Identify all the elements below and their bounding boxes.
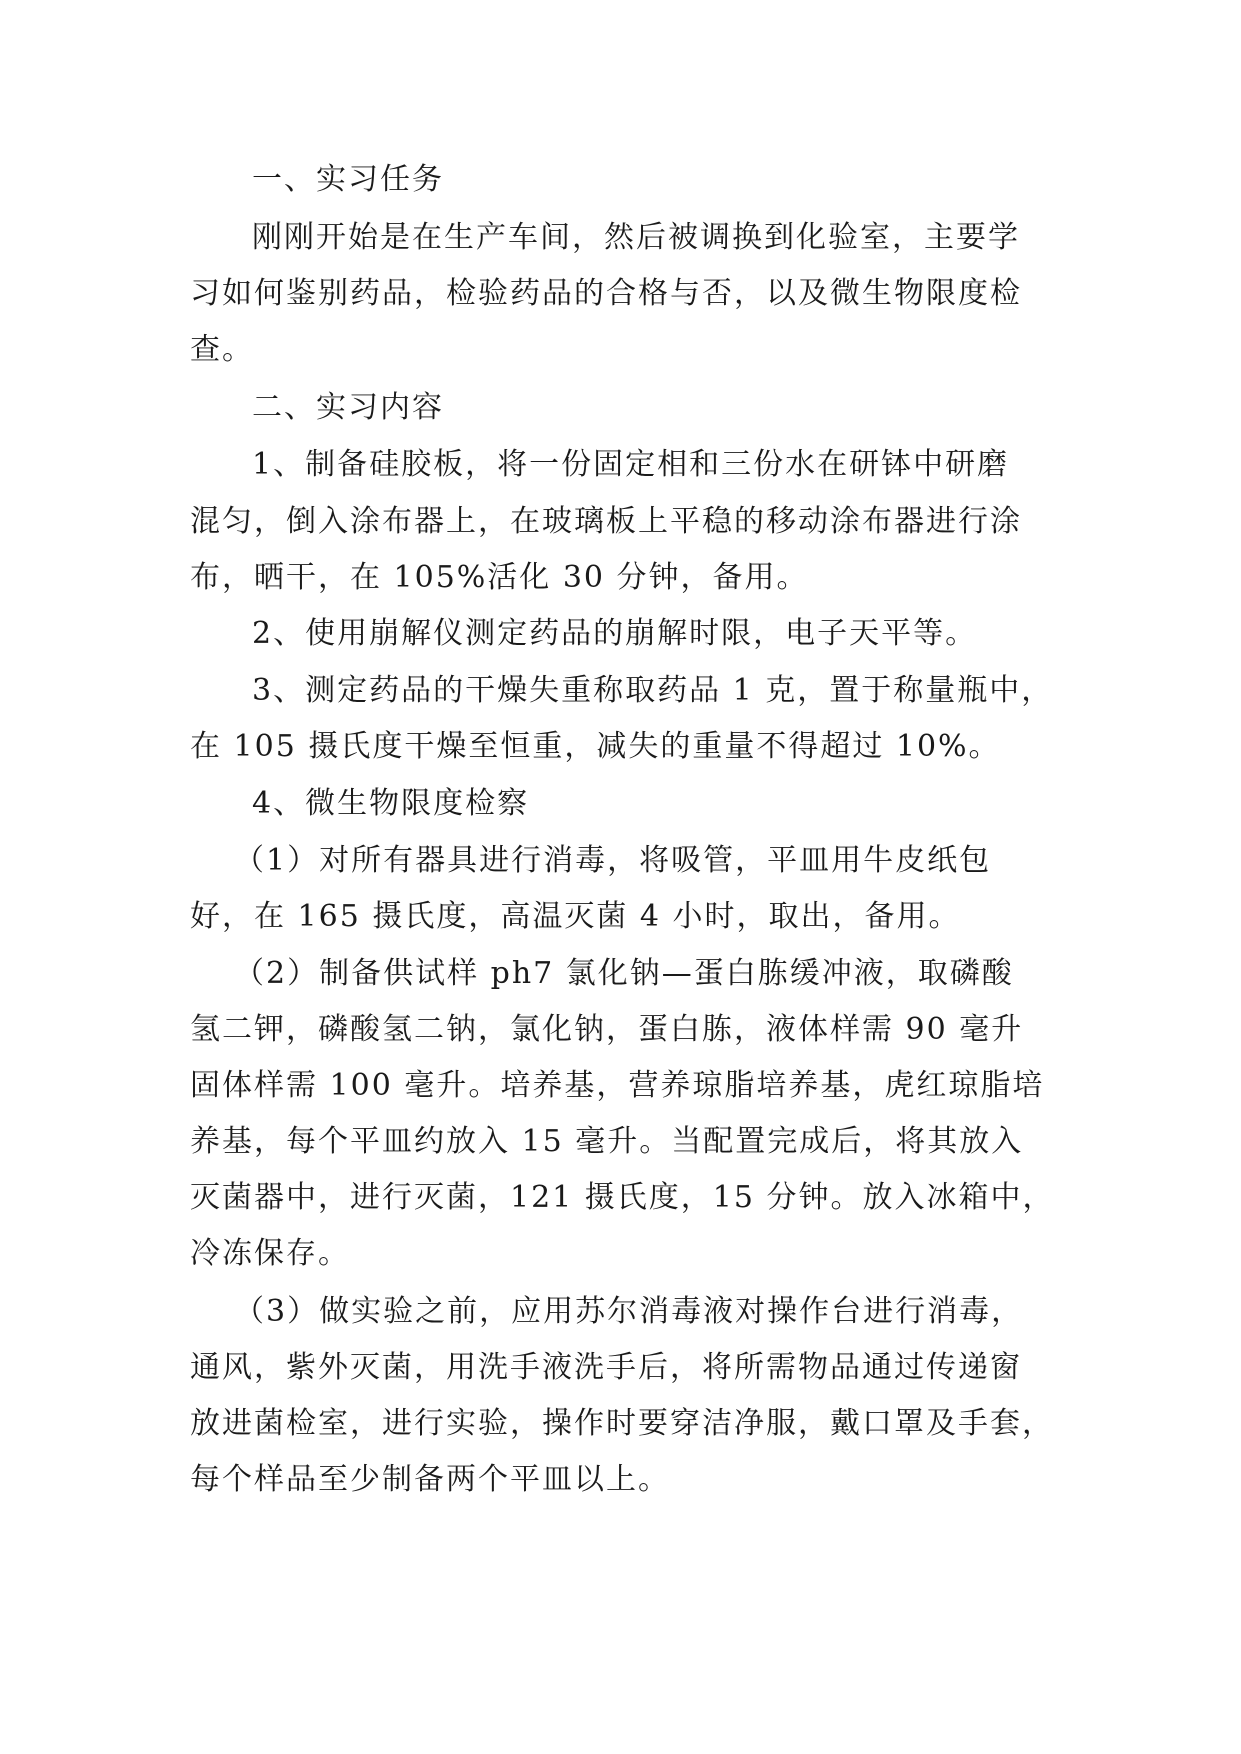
paragraph-line: 好，在 165 摄氏度，高温灭菌 4 小时，取出，备用。 — [190, 899, 961, 934]
paragraph-line: 1、制备硅胶板，将一份固定相和三份水在研钵中研磨 — [252, 447, 1010, 482]
paragraph-line: 刚刚开始是在生产车间，然后被调换到化验室，主要学 — [252, 220, 1020, 255]
paragraph-line: 灭菌器中，进行灭菌，121 摄氏度，15 分钟。放入冰箱中， — [190, 1180, 1055, 1215]
paragraph-line: 习如何鉴别药品，检验药品的合格与否，以及微生物限度检 — [190, 276, 1022, 311]
paragraph-line: 混匀，倒入涂布器上，在玻璃板上平稳的移动涂布器进行涂 — [190, 504, 1022, 539]
paragraph-line: （2）制备供试样 ph7 氯化钠—蛋白胨缓冲液，取磷酸 — [234, 956, 1014, 991]
paragraph-line: 查。 — [190, 332, 254, 367]
paragraph-line: （1）对所有器具进行消毒，将吸管，平皿用牛皮纸包 — [234, 843, 992, 878]
paragraph-line: 3、测定药品的干燥失重称取药品 1 克，置于称量瓶中， — [252, 673, 1054, 708]
paragraph-line: 氢二钾，磷酸氢二钠，氯化钠，蛋白胨，液体样需 90 毫升 — [190, 1012, 1024, 1047]
subsection-heading: 4、微生物限度检察 — [252, 786, 530, 821]
paragraph-line: 布，晒干，在 105%活化 30 分钟，备用。 — [190, 560, 809, 595]
paragraph-line: 在 105 摄氏度干燥至恒重，减失的重量不得超过 10%。 — [190, 729, 1001, 764]
paragraph-line: （3）做实验之前，应用苏尔消毒液对操作台进行消毒， — [234, 1294, 1024, 1329]
section-heading-internship-task: 一、实习任务 — [252, 162, 444, 197]
paragraph-line: 每个样品至少制备两个平皿以上。 — [190, 1462, 670, 1497]
paragraph-line: 冷冻保存。 — [190, 1236, 350, 1271]
paragraph-line: 通风，紫外灭菌，用洗手液洗手后，将所需物品通过传递窗 — [190, 1350, 1022, 1385]
paragraph-line: 放进菌检室，进行实验，操作时要穿洁净服，戴口罩及手套， — [190, 1406, 1054, 1441]
paragraph-line: 2、使用崩解仪测定药品的崩解时限，电子天平等。 — [252, 616, 978, 651]
paragraph-line: 养基，每个平皿约放入 15 毫升。当配置完成后，将其放入 — [190, 1124, 1024, 1159]
paragraph-line: 固体样需 100 毫升。培养基，营养琼脂培养基，虎红琼脂培 — [190, 1068, 1045, 1103]
section-heading-internship-content: 二、实习内容 — [252, 390, 444, 425]
